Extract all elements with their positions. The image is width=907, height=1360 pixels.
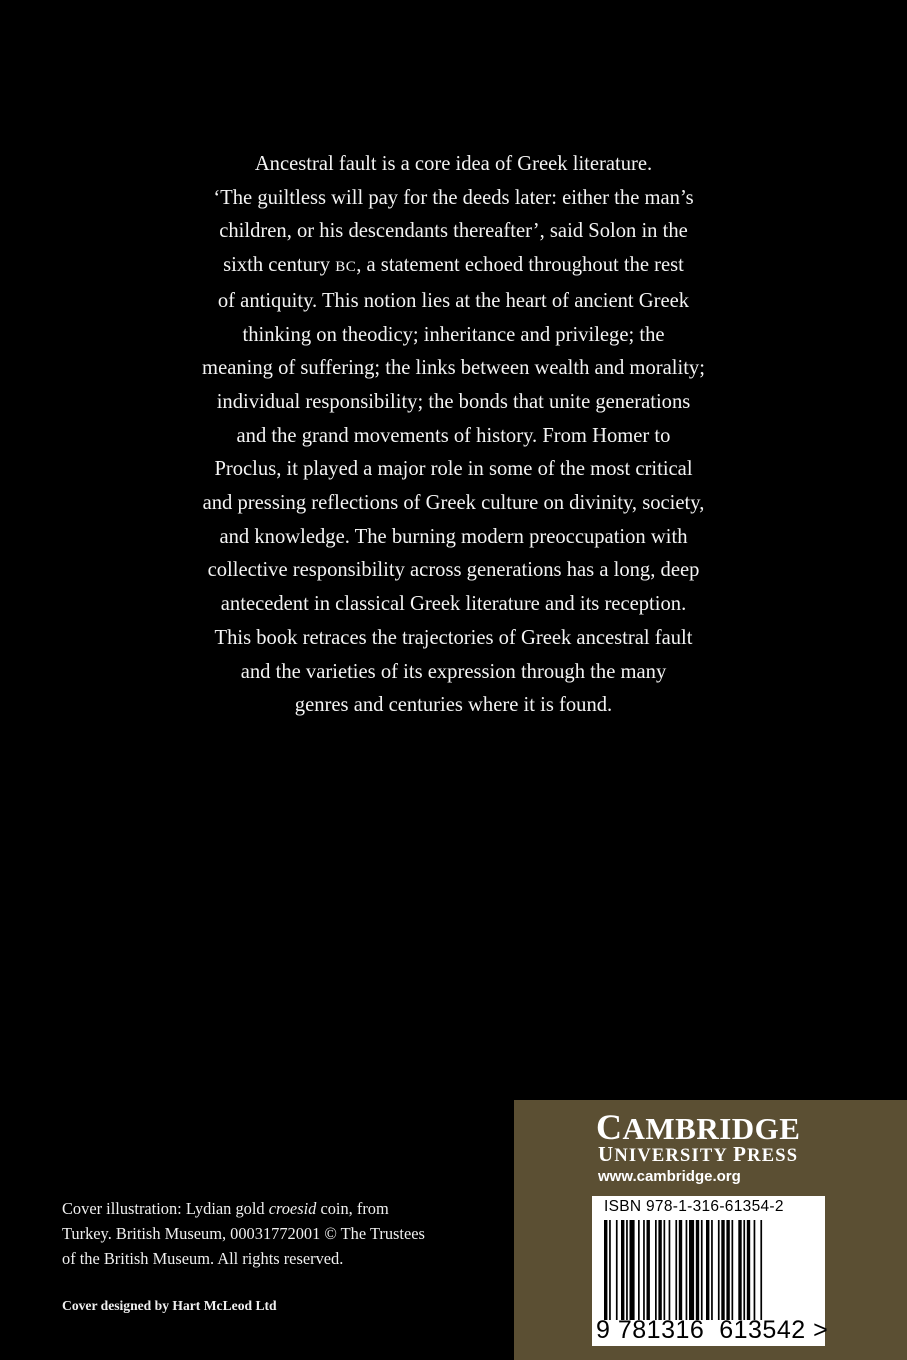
isbn-barcode <box>592 1196 829 1346</box>
publisher-name-initial: C <box>596 1107 623 1147</box>
barcode-bar <box>664 1220 666 1320</box>
barcode-bar <box>638 1220 640 1320</box>
publisher-sub-initial: U <box>598 1142 615 1166</box>
barcode-bar <box>738 1220 741 1320</box>
blurb-line: meaning of suffering; the links between wealth and morality; <box>202 357 705 380</box>
barcode-bar <box>630 1220 635 1320</box>
blurb-line: antecedent in classical Greek literature and its reception. <box>220 593 687 616</box>
barcode-bar <box>679 1220 682 1320</box>
barcode-bar <box>643 1220 645 1320</box>
publisher-name-rest: AMBRIDGE <box>622 1111 801 1146</box>
publisher-panel <box>514 1100 907 1360</box>
barcode-digit-lead: 9 <box>596 1316 611 1344</box>
barcode-bar <box>647 1220 650 1320</box>
blurb-line: children, or his descendants thereafter’, said Solon in the <box>219 220 688 243</box>
blurb-line: and the grand movements of history. From Homer to <box>236 424 671 447</box>
blurb-line: and the varieties of its expression through the many <box>240 660 667 683</box>
publisher-subtitle <box>598 1142 798 1167</box>
credit-line <box>62 1196 502 1221</box>
barcode-bar <box>621 1220 624 1320</box>
barcode-bar <box>626 1220 628 1320</box>
credit-text: Cover illustration: Lydian gold <box>62 1199 269 1218</box>
credit-text: coin, from <box>316 1199 389 1218</box>
barcode-bar <box>760 1220 762 1320</box>
barcode-bar <box>616 1220 618 1320</box>
barcode-bar <box>669 1220 671 1320</box>
cover-designer-credit: Cover designed by Hart McLeod Ltd <box>62 1298 277 1313</box>
barcode-bar <box>711 1220 713 1320</box>
barcode-bar <box>658 1220 661 1320</box>
barcode-bar <box>609 1220 611 1320</box>
cover-illustration-credit <box>62 1196 502 1271</box>
barcode-bar <box>686 1220 688 1320</box>
credit-line: of the British Museum. All rights reserved. <box>62 1249 344 1268</box>
barcode-bars <box>604 1220 810 1320</box>
blurb-line-text: , a statement echoed throughout the rest <box>356 254 684 277</box>
barcode-bar <box>604 1220 607 1320</box>
blurb-line: collective responsibility across generations has a long, deep <box>207 559 700 582</box>
blurb-line: genres and centuries where it is found. <box>294 694 613 717</box>
barcode-bar <box>743 1220 745 1320</box>
barcode-bar <box>718 1220 720 1320</box>
publisher-sub-rest: RESS <box>747 1146 799 1166</box>
blurb-line <box>140 249 767 285</box>
publisher-sub-rest: NIVERSITY <box>614 1146 734 1166</box>
credit-line: Turkey. British Museum, 00031772001 © The Trustees <box>62 1224 425 1243</box>
barcode-digit-group: 781316 <box>617 1316 705 1344</box>
publisher-url: www.cambridge.org <box>598 1168 741 1185</box>
back-cover-blurb <box>140 148 767 723</box>
barcode-bar <box>696 1220 699 1320</box>
barcode-bar <box>754 1220 756 1320</box>
barcode-bar <box>726 1220 729 1320</box>
barcode-bar <box>689 1220 694 1320</box>
barcode-bar <box>721 1220 724 1320</box>
barcode-digit-group: 613542 <box>719 1316 806 1344</box>
barcode-bar <box>732 1220 734 1320</box>
blurb-line: of antiquity. This notion lies at the heart of ancient Greek <box>217 289 690 312</box>
barcode-bar <box>701 1220 703 1320</box>
blurb-line: and knowledge. The burning modern preoccupation with <box>219 525 688 548</box>
blurb-line: This book retraces the trajectories of Greek ancestral fault <box>214 626 693 649</box>
barcode-bar <box>747 1220 750 1320</box>
barcode-bar <box>655 1220 657 1320</box>
blurb-line: Proclus, it played a major role in some of the most critical <box>214 458 693 481</box>
credit-italic-term: croesid <box>268 1199 317 1218</box>
barcode-bar <box>675 1220 677 1320</box>
blurb-line: ‘The guiltless will pay for the deeds later: either the man’s <box>213 186 694 209</box>
barcode-digit-trail: > <box>813 1316 829 1344</box>
blurb-line: thinking on theodicy; inheritance and privilege; the <box>242 323 665 346</box>
isbn-label: ISBN 978-1-316-61354-2 <box>604 1198 784 1215</box>
blurb-line-text: sixth century <box>223 254 336 277</box>
barcode-digits <box>596 1316 829 1345</box>
blurb-line: and pressing reflections of Greek culture on divinity, society, <box>202 492 705 515</box>
blurb-line: individual responsibility; the bonds that unite generations <box>216 390 691 413</box>
era-abbreviation: BC <box>335 259 357 276</box>
blurb-line: Ancestral fault is a core idea of Greek literature. <box>254 153 653 175</box>
barcode-bar <box>706 1220 709 1320</box>
publisher-sub-initial: P <box>733 1142 748 1166</box>
